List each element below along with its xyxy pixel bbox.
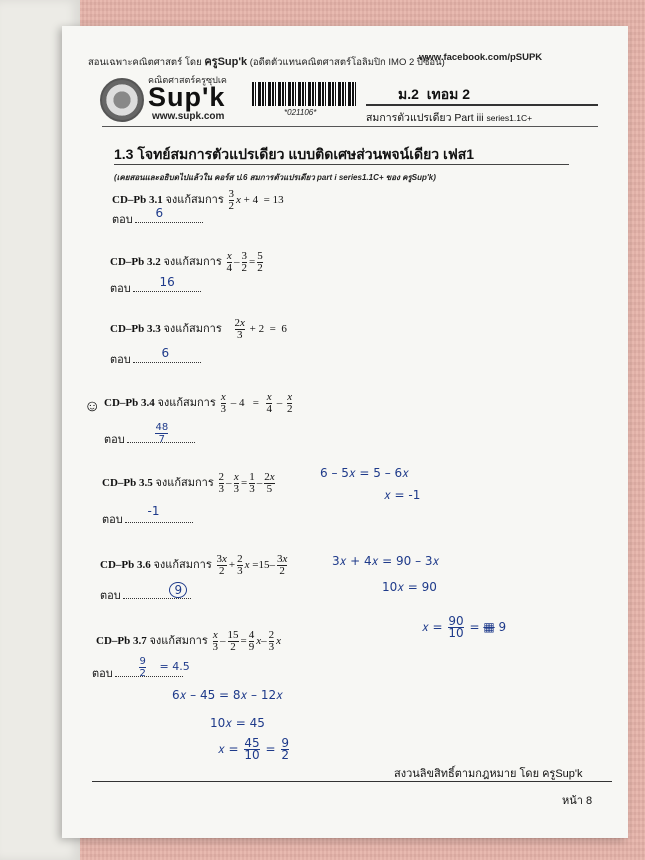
answer-3-7: ตอบ 9 2 = 4.5 xyxy=(92,656,190,680)
problem-3-6: CD–Pb 3.6 จงแก้สมการ $\frac{3x}{2}$ + $\frac{2}{3}$ x =15– $\frac{3x}{2}$ xyxy=(100,553,288,577)
worksheet-page xyxy=(62,26,628,838)
copyright-notice: สงวนลิขสิทธิ์ตามกฎหมาย โดย ครูSup'k xyxy=(394,768,583,780)
fraction: $\frac{3}{2}$ xyxy=(228,188,235,212)
answer-3-5: ตอบ -1 xyxy=(102,510,193,528)
barcode-icon xyxy=(252,82,356,106)
barcode-number: *021106* xyxy=(284,108,317,117)
handwritten-work: 6 – 5𝑥 = 5 – 6𝑥 xyxy=(320,466,409,480)
grade-term: ม.2 เทอม 2 xyxy=(398,86,471,102)
divider xyxy=(92,781,612,782)
problem-3-2: CD–Pb 3.2 จงแก้สมการ $\frac{x}{4}$ – $\frac{3}{2}$ = $\frac{5}{2}$ xyxy=(110,250,263,274)
answer-3-4: ตอบ 48 7 xyxy=(104,430,195,448)
problem-3-1: CD–Pb 3.1 จงแก้สมการ $\frac{3}{2}$ x + 4 = 13 xyxy=(112,188,284,212)
brand-tagline: คณิตศาสตร์ครูซุปเค xyxy=(148,75,227,85)
brand-name: Sup'k xyxy=(148,82,226,112)
problem-3-7: CD–Pb 3.7 จงแก้สมการ $\frac{x}{3}$ – $\frac{15}{2}$ = $\frac{4}{9}$ x– $\frac{2}{3}$ x xyxy=(96,629,282,653)
handwritten-work: 10𝑥 = 90 xyxy=(382,580,437,594)
problem-3-3: CD–Pb 3.3 จงแก้สมการ $\frac{2x}{3}$ + 2 = 6 xyxy=(110,317,287,341)
divider xyxy=(102,126,598,127)
handwritten-work: 10𝑥 = 45 xyxy=(210,716,265,730)
topic-title: สมการตัวแปรเดียว Part iii series1.1C+ xyxy=(366,112,533,124)
smiley-icon: ☺ xyxy=(84,398,101,415)
problem-3-5: CD–Pb 3.5 จงแก้สมการ $\frac{2}{3}$ – $\frac{x}{3}$ = $\frac{1}{3}$ – $\frac{2x}{5}$ xyxy=(102,471,275,495)
divider xyxy=(114,164,569,165)
handwritten-work: 𝑥 = $\frac{45}{10}$ = $\frac{9}{2}$ xyxy=(218,736,290,762)
answer-3-2: ตอบ 16 xyxy=(110,279,201,297)
section-note: (เคยสอนและอธิบดไปแล้วใน คอร์ส ป.6 สมการตัวแปรเดียว part i series1.1C+ ของ ครูSup'k) xyxy=(114,173,436,182)
handwritten-work: 𝑥 = -1 xyxy=(384,488,421,502)
handwritten-work: 3𝑥 + 4𝑥 = 90 – 3𝑥 xyxy=(332,554,440,568)
facebook-link: www.facebook.com/pSUPK xyxy=(419,52,543,63)
header-left: สอนเฉพาะคณิตศาสตร์ โดย ครูSup'k (อดีตตัวแทนคณิตศาสตร์โอลิมปิก IMO 2 ปีซ้อน) xyxy=(88,56,445,68)
divider xyxy=(366,104,598,106)
page-number: หน้า 8 xyxy=(562,795,593,807)
answer-3-1: ตอบ 6 xyxy=(112,210,203,228)
brand-url: www.supk.com xyxy=(152,111,225,122)
answer-3-3: ตอบ 6 xyxy=(110,350,201,368)
handwritten-work: 𝑥 = $\frac{90}{10}$ = ▦ 9 xyxy=(422,614,507,640)
problem-3-4: CD–Pb 3.4 จงแก้สมการ $\frac{x}{3}$ – 4 = $\frac{x}{4}$ – $\frac{x}{2}$ xyxy=(104,391,293,415)
answer-3-6: ตอบ 9 xyxy=(100,586,191,604)
section-title: 1.3 โจทย์สมการตัวแปรเดียว แบบติดเศษส่วนพจน์เดียว เฟส1 xyxy=(114,146,475,162)
handwritten-work: 6𝑥 – 45 = 8𝑥 – 12𝑥 xyxy=(172,688,283,702)
brand-logo-icon xyxy=(100,78,144,122)
